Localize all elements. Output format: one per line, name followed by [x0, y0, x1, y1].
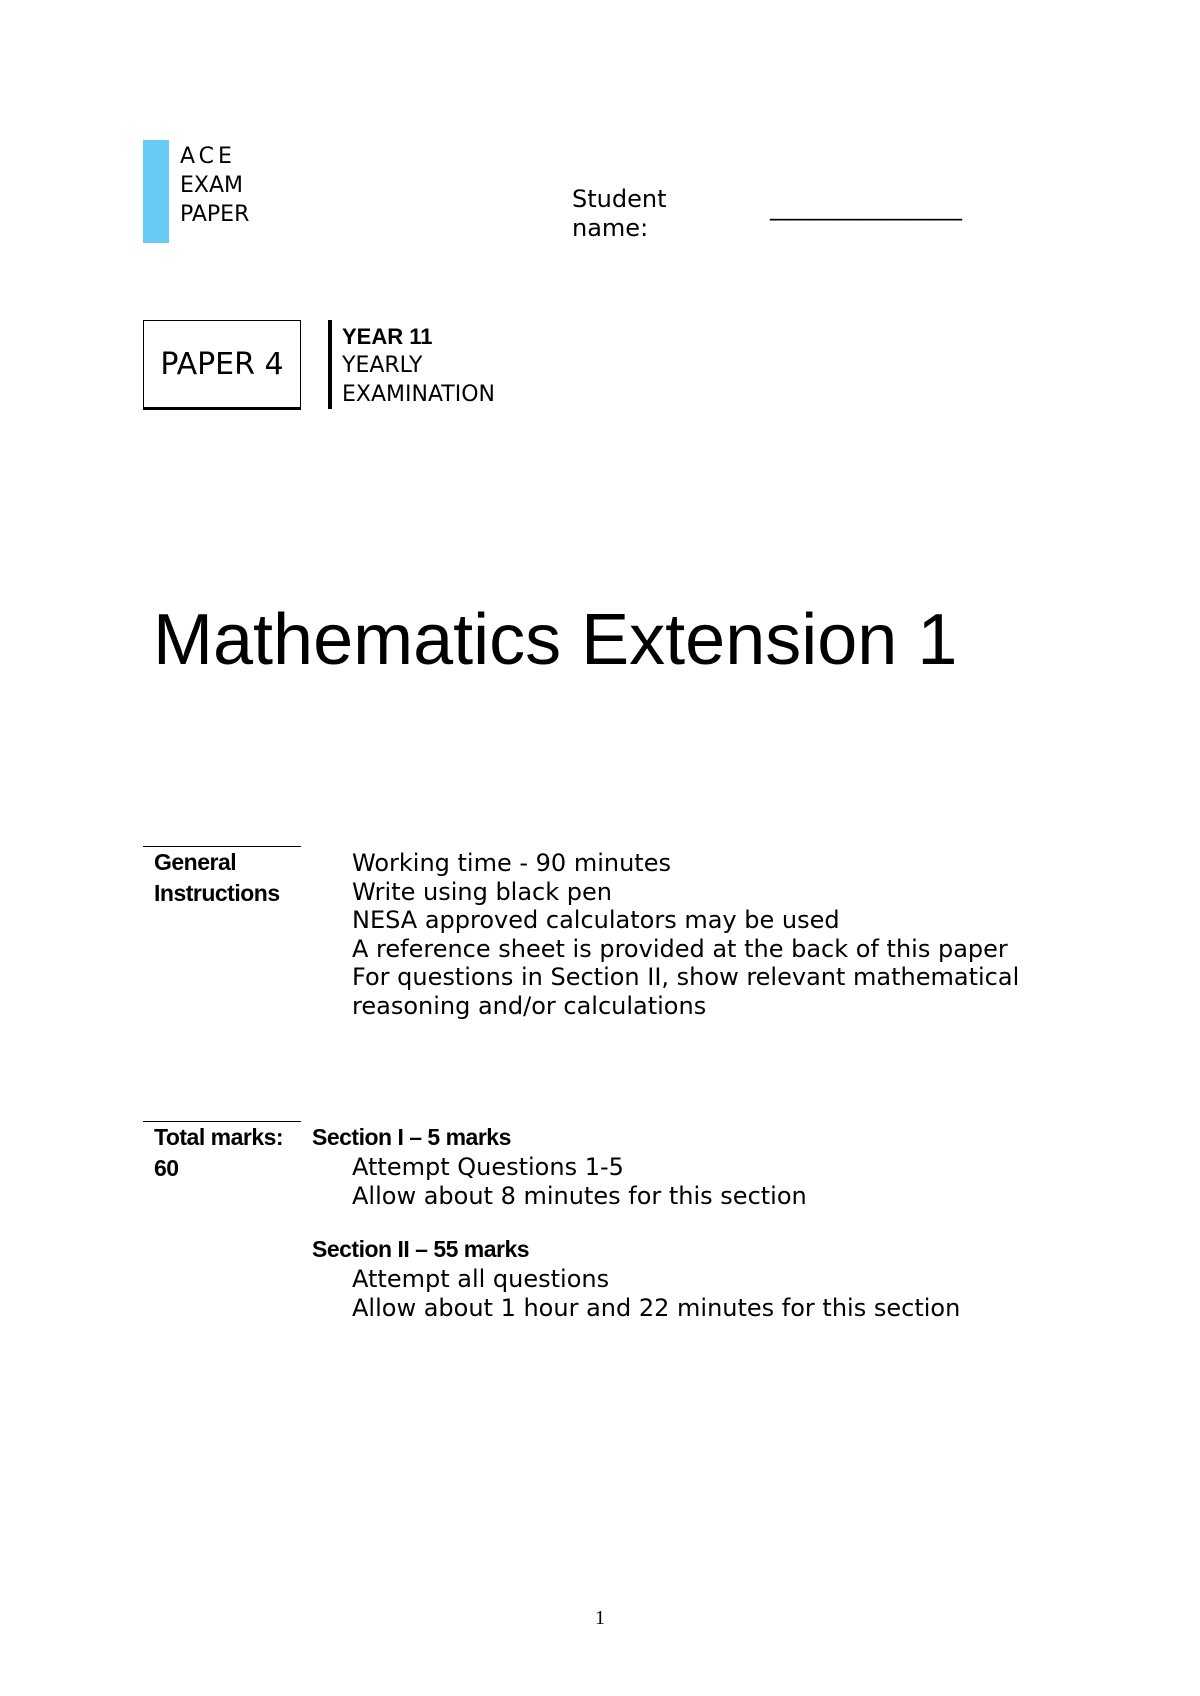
student-name-field[interactable]: ________________: [770, 193, 962, 221]
exam-type-line-2: YEARLY: [342, 353, 423, 378]
exam-year: YEAR 11: [342, 324, 433, 349]
brand-label: [180, 142, 249, 229]
paper-number-box: [143, 320, 301, 408]
general-label-line-1: General: [154, 849, 237, 875]
section-1-block: [312, 1122, 807, 1210]
section-2-heading: Section II – 55 marks: [312, 1236, 530, 1262]
document-title: Mathematics Extension 1: [153, 600, 958, 680]
paper-number: PAPER 4: [160, 346, 284, 382]
total-marks-value: 60: [154, 1155, 179, 1181]
list-item: Attempt all questions: [352, 1265, 610, 1293]
list-item: Write using black pen: [352, 877, 612, 906]
brand-accent-bar: [143, 140, 169, 243]
list-item: Allow about 8 minutes for this section: [352, 1181, 807, 1210]
year-divider: [328, 320, 332, 409]
general-instructions-list: [312, 849, 1019, 1020]
student-label-line-2: name:: [572, 214, 649, 242]
paper-box-underline: [143, 408, 301, 410]
brand-line-2: EXAM: [180, 173, 244, 198]
student-label-line-1: Student: [572, 185, 667, 213]
section-1-heading: Section I – 5 marks: [312, 1124, 511, 1150]
list-item-continuation: reasoning and/or calculations: [352, 991, 707, 1020]
total-marks-label: [154, 1122, 283, 1184]
brand-line-1: ACE: [180, 144, 236, 169]
list-item: Attempt Questions 1-5: [352, 1153, 624, 1181]
general-label-line-2: Instructions: [154, 880, 280, 906]
page-number: 1: [595, 1607, 605, 1629]
exam-type: [342, 322, 495, 409]
brand-line-3: PAPER: [180, 202, 250, 227]
list-item: For questions in Section II, show relevant mathematical: [352, 963, 1020, 991]
general-instructions-label: [154, 847, 280, 909]
student-name-label: [572, 185, 666, 243]
total-label-line-1: Total marks:: [154, 1124, 284, 1150]
list-item: Working time - 90 minutes: [352, 849, 671, 877]
section-2-block: [312, 1234, 960, 1322]
list-item: Allow about 1 hour and 22 minutes for this section: [352, 1293, 961, 1322]
list-item: A reference sheet is provided at the back of this paper: [352, 934, 1008, 963]
list-item: NESA approved calculators may be used: [352, 906, 840, 934]
exam-type-line-3: EXAMINATION: [342, 382, 495, 407]
